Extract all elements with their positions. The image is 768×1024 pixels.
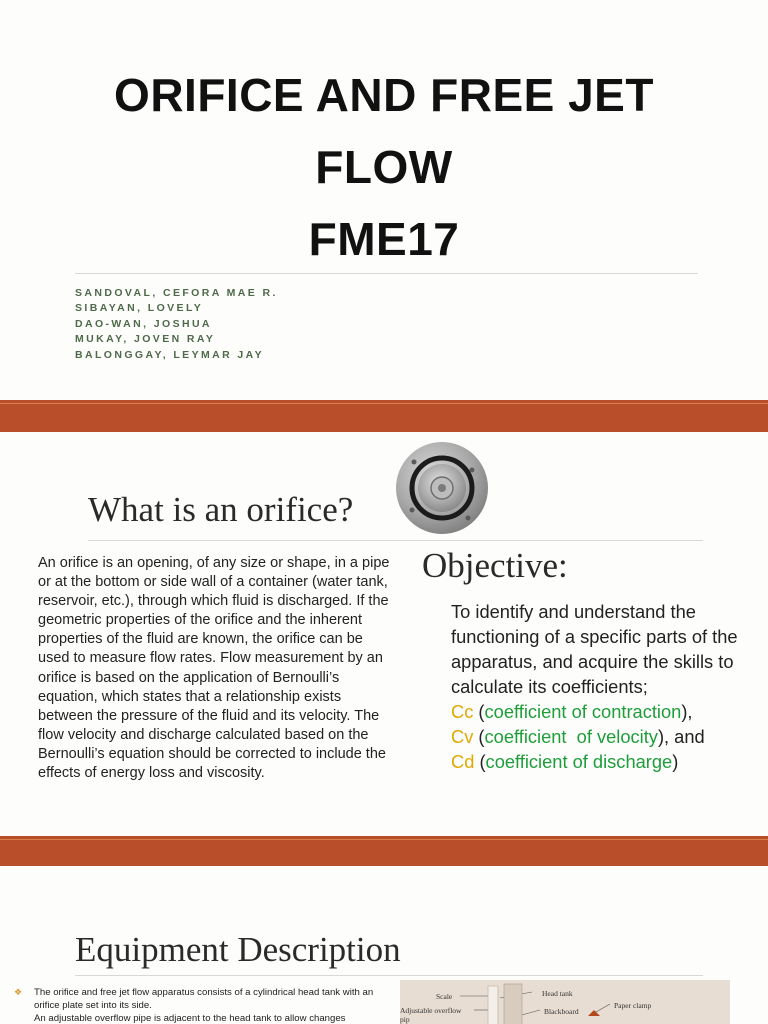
title-line-2: FLOW	[315, 141, 453, 193]
author-name: DAO-WAN, JOSHUA	[75, 317, 212, 330]
paren: (	[473, 701, 485, 722]
paren: ), and	[657, 726, 705, 747]
figure-label: Adjustable overflow	[400, 1006, 462, 1015]
author-name: MUKAY, JOVEN RAY	[75, 333, 216, 346]
figure-label: Head tank	[542, 989, 573, 998]
coefficient-name: coefficient of contraction	[484, 701, 682, 722]
figure-label: pip	[400, 1015, 410, 1024]
coefficient-line	[451, 699, 761, 724]
coefficient-symbol: Cd	[451, 751, 475, 772]
apparatus-drawing	[400, 980, 730, 1024]
slide-divider	[0, 400, 768, 432]
equipment-bullets	[14, 986, 392, 1024]
heading-rule	[75, 975, 703, 976]
coefficient-line	[451, 749, 761, 774]
slide-divider	[0, 836, 768, 866]
title-slide	[0, 0, 768, 400]
heading-rule	[88, 540, 703, 541]
paren: ),	[681, 701, 693, 722]
objective-heading: Objective:	[422, 546, 568, 585]
section-heading: Equipment Description	[75, 930, 401, 969]
coefficient-name: coefficient of velocity	[484, 726, 658, 747]
figure-label: Paper clamp	[614, 1001, 652, 1010]
bullet-text: An adjustable overflow pipe is adjacent to the head tank to allow changes	[34, 1013, 346, 1024]
paren: )	[672, 751, 679, 772]
author-name: SIBAYAN, LOVELY	[75, 302, 204, 315]
title-line-3: FME17	[308, 213, 460, 265]
paren: (	[474, 751, 486, 772]
figure-label: Blackboard	[544, 1007, 579, 1016]
coefficient-line	[451, 724, 761, 749]
coefficient-symbol: Cc	[451, 701, 474, 722]
coefficient-name: coefficient of discharge	[485, 751, 673, 772]
bullet-text: The orifice and free jet flow apparatus consists of a cylindrical head tank with an orifice plate set into its side.	[34, 987, 374, 1011]
orifice-slide	[0, 432, 768, 836]
orifice-definition: An orifice is an opening, of any size or shape, in a pipe or at the bottom or side wall of a container (water tank, reservoir, etc.), through which fluid is discharged. If the geometric properties of the orifice and the inherent properties of the fluid are known, the orifice can be used to measure flow rates. Flow measurement by an orifice is based on the application of Bernoulli’s equation, which states that a relationship exists between the pressure of the fluid and its velocity. The flow velocity and discharge calculated based on the Bernoulli’s equation should be corrected to include the effects of energy loss and viscosity.	[38, 555, 390, 782]
objective-intro: To identify and understand the functioning of a specific parts of the apparatus, and acquire the skills to calculate its coefficients;	[451, 601, 738, 697]
equipment-slide	[0, 866, 768, 1024]
author-name: SANDOVAL, CEFORA MAE R.	[75, 287, 278, 299]
title-line-1: ORIFICE AND FREE JET	[114, 69, 654, 121]
diamond-bullet-icon: ❖	[14, 987, 23, 997]
bullet-item	[14, 1012, 392, 1024]
section-heading: What is an orifice?	[88, 490, 354, 529]
objective-text	[451, 599, 761, 774]
bullet-item	[14, 986, 392, 1012]
figure-label: Scale	[436, 992, 453, 1001]
orifice-plate-image	[394, 440, 490, 536]
paren: (	[473, 726, 485, 747]
title-rule	[75, 273, 698, 274]
author-name: BALONGGAY, LEYMAR JAY	[75, 348, 265, 361]
coefficient-symbol: Cv	[451, 726, 474, 747]
apparatus-photo	[400, 980, 730, 1024]
author-list	[75, 286, 278, 363]
